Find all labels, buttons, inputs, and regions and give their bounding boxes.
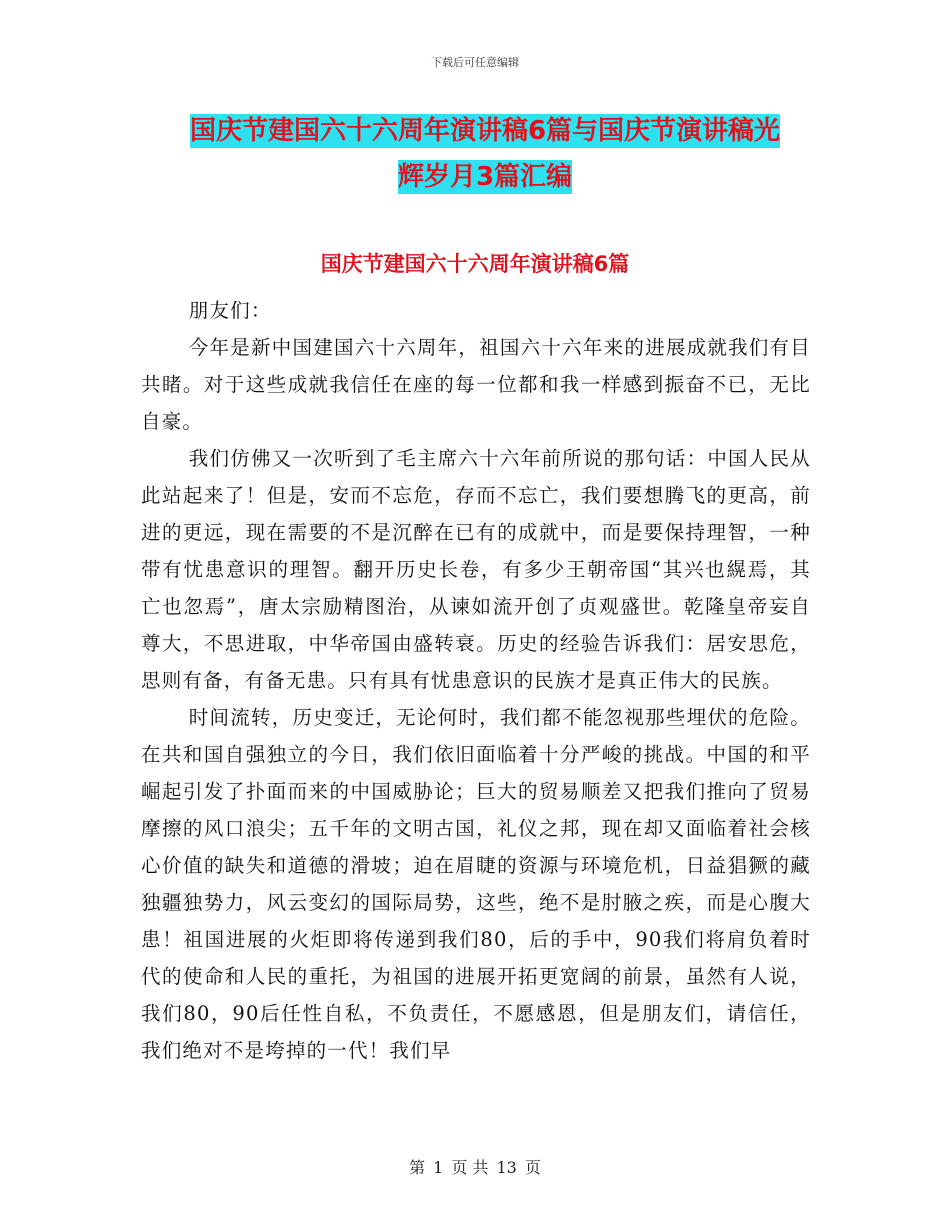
footer-total-pages: 13 [496, 1158, 517, 1177]
paragraph: 时间流转，历史变迁，无论何时，我们都不能忽视那些埋伏的危险。在共和国自强独立的今日，我们依旧面临着十分严峻的挑战。中国的和平崛起引发了扑面而来的中国威胁论；巨大的贸易顺差又把我们推向了贸易摩擦的风口浪尖；五千年的文明古国，礼仪之邦，现在却又面临着社会核心价值的缺失和道德的滑坡；迫在眉睫的资源与环境危机，日益猖獗的藏独疆独势力，风云变幻的国际局势，这些，绝不是肘腋之疾，而是心腹大患！祖国进展的火炬即将传递到我们80，后的手中，90我们将肩负着时代的使命和人民的重托，为祖国的进展开拓更宽阔的前景，虽然有人说，我们80，90后任性自私，不负责任，不愿感恩，但是朋友们，请信任，我们绝对不是垮掉的一代！我们早 [141, 706, 811, 1062]
document-title-line-2: 辉岁月3篇汇编 [397, 162, 573, 192]
page-footer [0, 1155, 950, 1178]
paragraph: 今年是新中国建国六十六周年，祖国六十六年来的进展成就我们有目共睹。对于这些成就我信任在座的每一位都和我一样感到振奋不已，无比自豪。 [141, 336, 811, 433]
footer-prefix: 第 [409, 1158, 426, 1177]
section-title: 国庆节建国六十六周年演讲稿6篇 [320, 252, 630, 276]
document-body [141, 292, 811, 1069]
document-title-line-1: 国庆节建国六十六周年演讲稿6篇与国庆节演讲稿光 [189, 116, 781, 146]
document-title [140, 108, 830, 200]
paragraph: 我们仿佛又一次听到了毛主席六十六年前所说的那句话：中国人民从此站起来了！但是，安而不忘危，存而不忘亡，我们要想腾飞的更高，前进的更远，现在需要的不是沉醉在已有的成就中，而是要保持理智，一种带有忧患意识的理智。翻开历史长卷，有多少王朝帝国“其兴也縨焉，其亡也忽焉”，唐太宗励精图治，从谏如流开创了贞观盛世。乾隆皇帝妄自尊大，不思进取，中华帝国由盛转衰。历史的经验告诉我们：居安思危，思则有备，有备无患。只有具有忧患意识的民族才是真正伟大的民族。 [141, 447, 811, 692]
footer-page-number: 1 [433, 1158, 444, 1177]
paragraph-salutation: 朋友们： [188, 299, 272, 322]
header-note: 下载后可任意编辑 [431, 56, 519, 69]
footer-middle: 页 共 [451, 1158, 489, 1177]
footer-suffix: 页 [524, 1158, 541, 1177]
